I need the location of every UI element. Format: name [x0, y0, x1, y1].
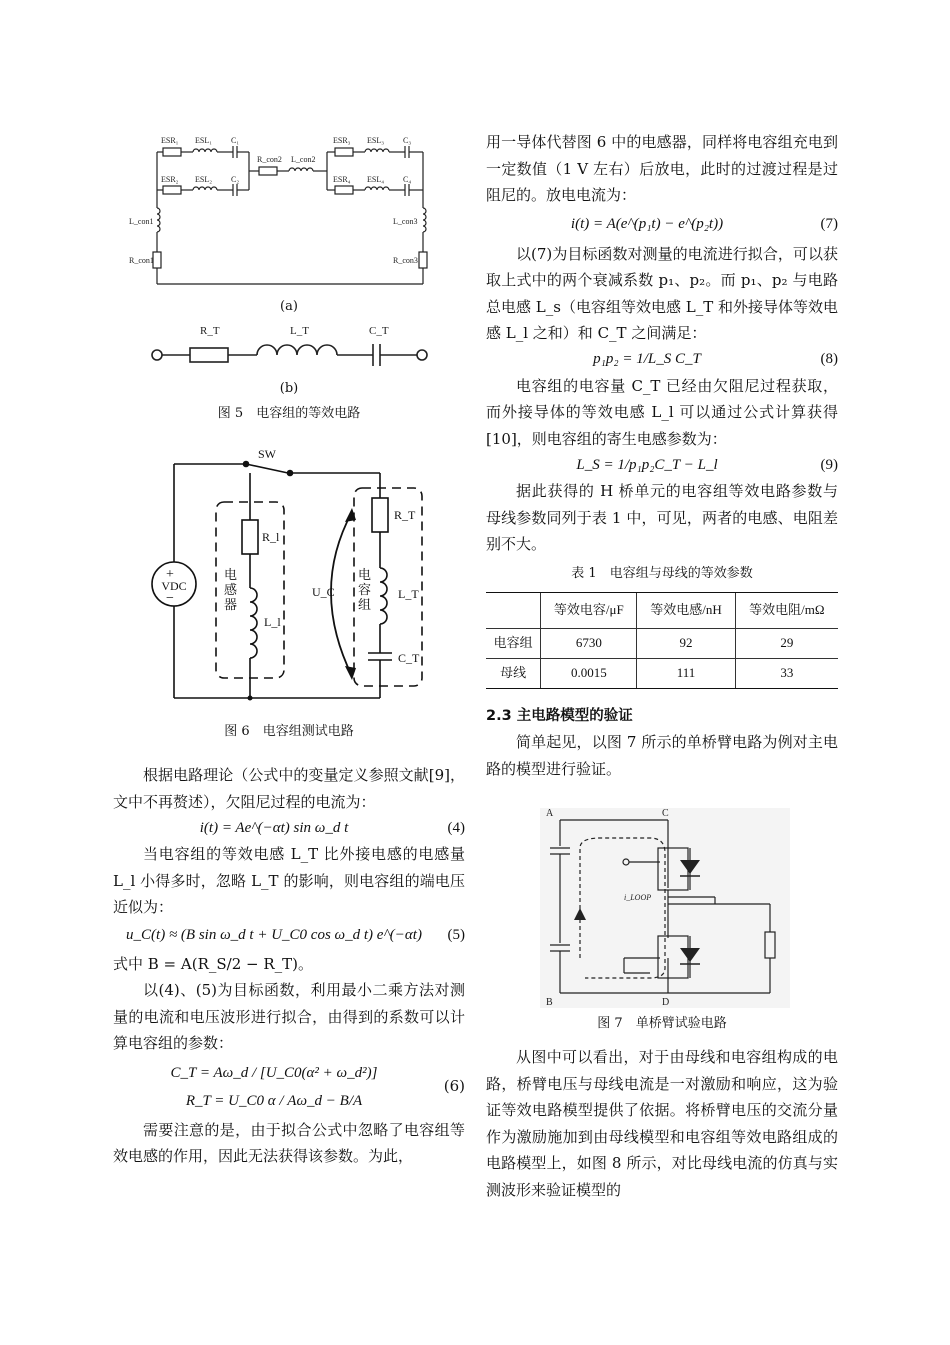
label-node-b: B: [546, 997, 553, 1008]
table-header-cell: 等效电感/nH: [637, 592, 735, 628]
right-paragraph-4: 据此获得的 H 桥单元的电容组等效电路参数与母线参数同列于表 1 中，可见，两者的电感、电阻差别不大。: [486, 482, 838, 553]
table-cell: 母线: [486, 658, 541, 688]
section-heading-2-3: 2.3 主电路模型的验证: [486, 707, 633, 724]
equation-6-number: (6): [443, 1077, 465, 1096]
label-esl4: ESL₄: [367, 175, 385, 184]
label-rcon2: R_con2: [257, 155, 282, 164]
table-header-cell: 等效电阻/mΩ: [735, 592, 838, 628]
figure-5b-circuit: [145, 318, 445, 378]
label-c3: C₃: [403, 136, 412, 145]
figure-7-circuit: [540, 808, 790, 1008]
label-rcon3: R_con3: [393, 256, 418, 265]
equation-5: [113, 921, 465, 951]
label-lcon3: L_con3: [393, 217, 418, 226]
vdc-plus: +: [166, 567, 174, 582]
equation-9-formula: L_S = 1/p₁p₂C_T − L_l: [576, 456, 718, 473]
right-paragraph-6: 从图中可以看出，对于由母线和电容组构成的电路，桥臂电压与母线电流是一对激励和响应，这为验证等效电路模型提供了依据。将桥臂电压的交流分量作为激励施加到由母线模型和电容组等效电路组成的电路模型上，如图 8 所示，对比母线电流的仿真与实测波形来验证模型的: [486, 1048, 838, 1199]
label-esr2: ESR₂: [161, 175, 179, 184]
figure-6-circuit: [140, 440, 440, 710]
table-cell: 6730: [541, 628, 637, 658]
label-lcon2: L_con2: [291, 155, 316, 164]
left-paragraph-3: 式中 B = A(R_S/2 − R_T)。: [113, 954, 314, 973]
equation-8-formula: p₁p₂ = 1/L_S C_T: [593, 351, 701, 368]
fig5-sub-b: (b): [279, 381, 299, 396]
label-esr4: ESR₄: [333, 175, 351, 184]
right-paragraph-5: 简单起见，以图 7 所示的单桥臂电路为例对主电路的模型进行验证。: [486, 733, 838, 778]
table-1-title: 表 1 电容组与母线的等效参数: [571, 565, 753, 581]
label-c2: C₂: [231, 175, 240, 184]
label-rt-b: R_T: [200, 325, 220, 337]
label-esl3: ESL₃: [367, 136, 385, 145]
figure-5a-circuit: [125, 128, 445, 298]
table-1: [486, 592, 838, 689]
label-node-d: D: [662, 997, 670, 1008]
fig5-sub-a: (a): [280, 299, 298, 314]
left-column-text: [113, 762, 465, 1170]
label-node-c: C: [662, 808, 669, 819]
equation-8-number: (8): [820, 351, 838, 368]
equation-5-formula: u_C(t) ≈ (B sin ω_d t + U_C0 cos ω_d t) e^(−αt): [126, 927, 422, 944]
right-paragraph-1: 用一导体代替图 6 中的电感器，同样将电容组充电到一定数值（1 V 左右）后放电，此时的过渡过程是过阻尼的。放电电流为：: [486, 133, 838, 204]
label-sw: SW: [258, 447, 276, 461]
label-lcon1: L_con1: [129, 217, 154, 226]
label-ct-b: C_T: [369, 325, 389, 337]
label-esr3: ESR₃: [333, 136, 351, 145]
equation-6b: R_T = U_C0 α / Aω_d − B/A: [185, 1092, 363, 1109]
label-ct: C_T: [398, 651, 420, 665]
right-paragraph-2: 以(7)为目标函数对测量的电流进行拟合，可以获取上式中的两个衰减系数 p₁、p₂。而 p₁、p₂ 与电路总电感 L_s（电容组等效电感 L_T 和外接导体等效电感 L_l 之和）和 C_T 之间满足：: [486, 244, 838, 342]
label-vdc: VDC: [161, 579, 187, 593]
label-ll: L_l: [264, 615, 281, 629]
left-paragraph-4: 以(4)、(5)为目标函数，利用最小二乘方法对测量的电流和电压波形进行拟合，由得到的系数可以计算电容组的参数：: [113, 981, 465, 1052]
equation-7: [486, 209, 838, 241]
fig7-caption: 图 7 单桥臂试验电路: [597, 1016, 727, 1031]
left-paragraph-5: 需要注意的是，由于拟合公式中忽略了电容组等效电感的作用，因此无法获得该参数。为此，: [113, 1120, 465, 1165]
equation-7-number: (7): [820, 216, 838, 233]
label-c1: C₁: [231, 136, 240, 145]
table-cell: 33: [735, 658, 838, 688]
equation-8: [486, 347, 838, 373]
fig5-caption: 图 5 电容组的等效电路: [217, 406, 361, 421]
table-row: [486, 628, 838, 658]
table-cell: 电容组: [486, 628, 541, 658]
label-rcon1: R_con1: [129, 256, 154, 265]
equation-9-number: (9): [820, 456, 838, 473]
table-cell: 92: [637, 628, 735, 658]
table-cell: 29: [735, 628, 838, 658]
label-node-a: A: [546, 808, 554, 819]
table-header-cell: 等效电容/μF: [541, 592, 637, 628]
table-header-row: [486, 592, 838, 628]
right-paragraph-3: 电容组的电容量 C_T 已经由欠阻尼过程获取，而外接导体的等效电感 L_l 可以通过公式计算获得[10]，则电容组的寄生电感参数为：: [486, 376, 838, 448]
label-esl1: ESL₁: [195, 136, 213, 145]
table-cell: 0.0015: [541, 658, 637, 688]
label-rl: R_l: [262, 530, 280, 544]
equation-9: [486, 452, 838, 478]
right-column-text-continued: [486, 1044, 838, 1203]
table-cell: 111: [637, 658, 735, 688]
table-header-cell: [486, 592, 541, 628]
equation-4-formula: i(t) = Ae^(−αt) sin ω_d t: [199, 819, 349, 836]
label-esl2: ESL₂: [195, 175, 213, 184]
fig6-caption: 图 6 电容组测试电路: [224, 724, 354, 739]
label-lt: L_T: [398, 587, 419, 601]
label-iloop: i_LOOP: [624, 893, 652, 902]
label-rt: R_T: [394, 508, 416, 522]
equation-6a: C_T = Aω_d / [U_C0(α² + ω_d²)]: [170, 1064, 378, 1081]
equation-7-formula: i(t) = A(e^(p₁t) − e^(p₂t)): [570, 216, 724, 233]
inductor-name: 电感器: [224, 568, 238, 613]
equation-4-number: (4): [447, 819, 465, 836]
left-paragraph-1: 根据电路理论（公式中的变量定义参照文献[9]，文中不再赘述），欠阻尼过程的电流为：: [113, 766, 465, 811]
left-paragraph-2: 当电容组的等效电感 L_T 比外接电感的电感量 L_l 小得多时，忽略 L_T 的影响，则电容组的端电压近似为：: [113, 845, 465, 916]
right-column-text: [486, 129, 838, 782]
label-esr1: ESR₁: [161, 136, 179, 145]
vdc-minus: −: [166, 591, 174, 606]
capacitor-bank-name: 电容组: [358, 568, 372, 613]
label-uc: U_C: [312, 585, 335, 599]
equation-5-number: (5): [447, 927, 465, 944]
label-c4: C₄: [403, 175, 412, 184]
label-lt-b: L_T: [290, 325, 309, 337]
equation-4: [113, 815, 465, 841]
table-row: [486, 658, 838, 688]
equation-6: [113, 1057, 465, 1117]
